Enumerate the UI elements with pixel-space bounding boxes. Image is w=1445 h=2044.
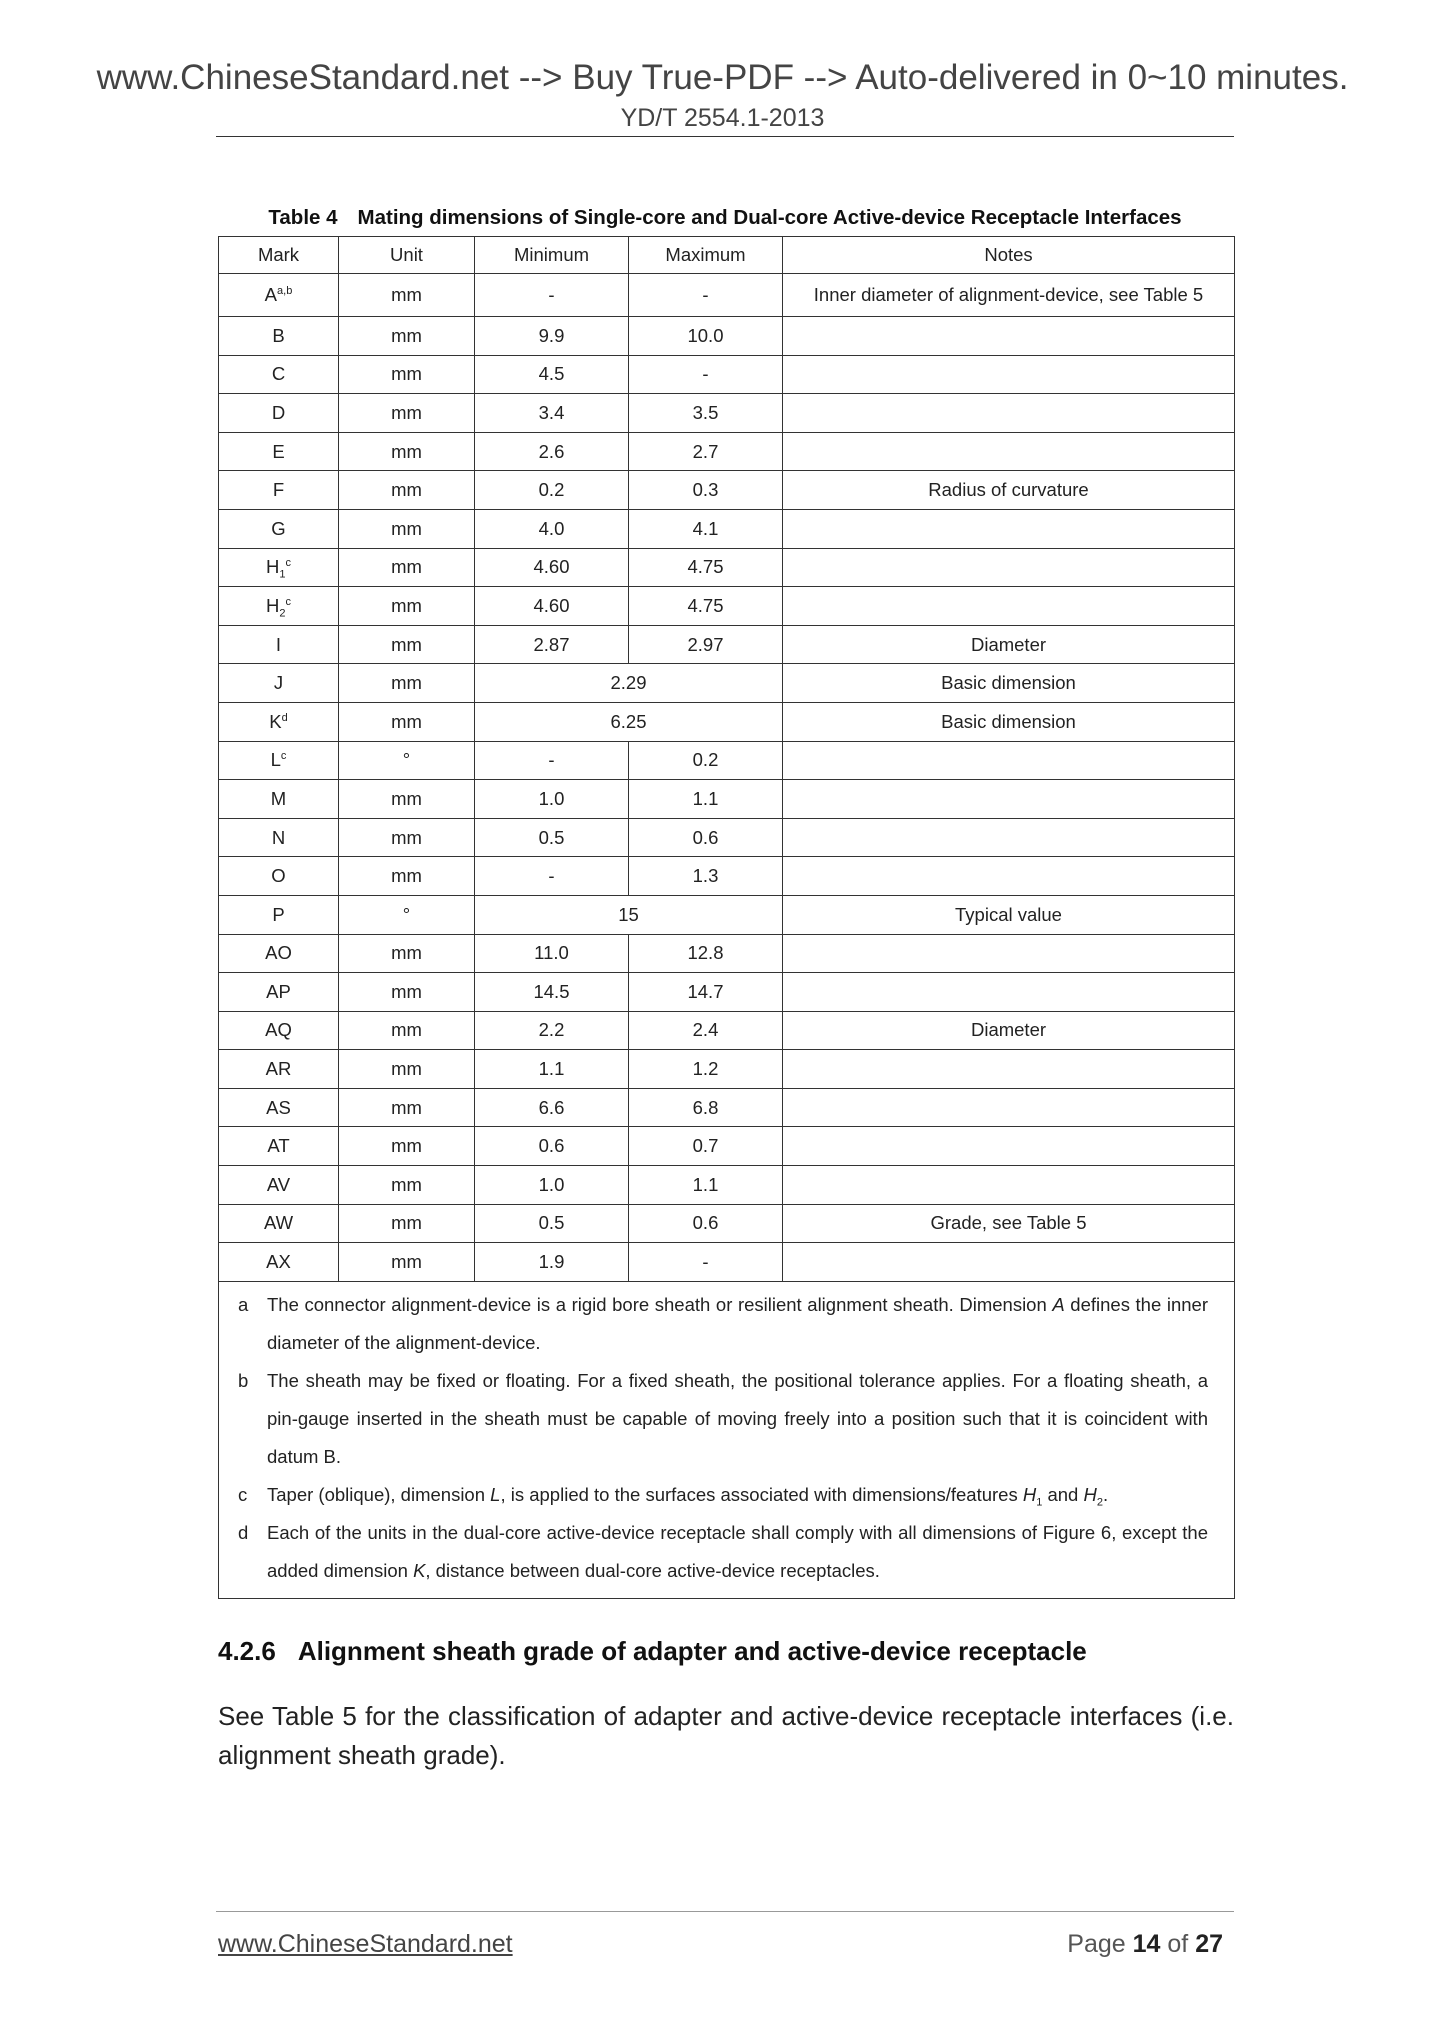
cell-minimum: - [475,741,629,780]
cell-unit: mm [339,1243,475,1282]
cell-maximum: - [629,355,783,394]
cell-notes [783,780,1235,819]
cell-maximum: 14.7 [629,973,783,1012]
cell-mark: B [219,317,339,356]
cell-notes [783,1088,1235,1127]
cell-notes [783,818,1235,857]
cell-notes [783,355,1235,394]
cell-minimum: 6.6 [475,1088,629,1127]
cell-mark: AO [219,934,339,973]
banner-text: www.ChineseStandard.net --> Buy True-PDF --> Auto-delivered in 0~10 minutes. [96,58,1349,97]
table-row [219,664,1235,703]
cell-maximum: 1.1 [629,780,783,819]
cell-maximum: 2.4 [629,1011,783,1050]
cell-maximum: 0.6 [629,818,783,857]
page-current: 14 [1132,1930,1161,1958]
footnote-d: d Each of the units in the dual-core active-device receptacle shall comply with all dimensions of Figure 6, except the added dimension K, distance between dual-core active-device receptacles. [235,1514,1208,1590]
cell-minimum: 1.1 [475,1050,629,1089]
footnote-c: c Taper (oblique), dimension L, is applied to the surfaces associated with dimensions/features $H_1$ and $H_2$. [235,1476,1208,1514]
cell-minimum: 4.5 [475,355,629,394]
section-paragraph: See Table 5 for the classification of adapter and active-device receptacle interfaces (i.e. alignment sheath grade). [218,1701,1234,1770]
table-row [219,857,1235,896]
cell-unit: mm [339,355,475,394]
cell-notes [783,934,1235,973]
cell-notes [783,317,1235,356]
cell-mark: $K^d$ [219,702,339,741]
table-row [219,274,1235,317]
cell-minimum: 11.0 [475,934,629,973]
document-id: YD/T 2554.1-2013 [620,104,825,132]
cell-mark: AV [219,1166,339,1205]
table-body [219,274,1235,1599]
cell-notes [783,509,1235,548]
table-row [219,1243,1235,1282]
cell-notes [783,857,1235,896]
cell-value-merged: 15 [475,895,783,934]
cell-maximum: - [629,274,783,317]
cell-notes [783,432,1235,471]
table-row [219,432,1235,471]
cell-minimum: 3.4 [475,394,629,433]
table-row [219,1204,1235,1243]
cell-notes: Grade, see Table 5 [783,1204,1235,1243]
cell-unit: mm [339,625,475,664]
cell-notes: Inner diameter of alignment-device, see Table 5 [783,274,1235,317]
cell-notes [783,394,1235,433]
col-header-maximum: Maximum [629,237,783,274]
section-number: 4.2.6 [218,1636,276,1666]
cell-maximum: 2.7 [629,432,783,471]
cell-mark: AX [219,1243,339,1282]
cell-unit: mm [339,317,475,356]
cell-unit: mm [339,1050,475,1089]
cell-unit: mm [339,1204,475,1243]
table-row [219,973,1235,1012]
cell-unit: mm [339,274,475,317]
cell-notes: Basic dimension [783,664,1235,703]
cell-mark: $H_2^c$ [219,587,339,626]
footnotes-cell [219,1281,1235,1598]
cell-maximum: 1.2 [629,1050,783,1089]
cell-maximum: 4.1 [629,509,783,548]
cell-mark: C [219,355,339,394]
cell-minimum: 4.60 [475,548,629,587]
cell-maximum: 1.1 [629,1166,783,1205]
cell-unit: mm [339,432,475,471]
footnote-letter: d [238,1521,249,1543]
footnote-b: b The sheath may be fixed or floating. For a fixed sheath, the positional tolerance applies. For a floating sheath, a pin-gauge inserted in the sheath must be capable of moving freely into a position such that it is coincident with datum B. [235,1362,1208,1476]
cell-notes: Basic dimension [783,702,1235,741]
table-row [219,702,1235,741]
cell-maximum: 0.3 [629,471,783,510]
cell-mark: $H_1^c$ [219,548,339,587]
cell-maximum: 1.3 [629,857,783,896]
cell-unit: mm [339,1011,475,1050]
col-header-unit: Unit [339,237,475,274]
cell-maximum: 0.6 [629,1204,783,1243]
cell-mark: AT [219,1127,339,1166]
footnote-letter: a [238,1293,249,1315]
cell-minimum: 1.9 [475,1243,629,1282]
table-row [219,780,1235,819]
cell-unit: ° [339,741,475,780]
cell-minimum: 2.2 [475,1011,629,1050]
cell-value-merged: 2.29 [475,664,783,703]
cell-unit: ° [339,895,475,934]
cell-mark: M [219,780,339,819]
cell-mark: A$^{a,b}$ [219,274,339,317]
cell-minimum: 1.0 [475,780,629,819]
cell-minimum: 9.9 [475,317,629,356]
cell-maximum: 12.8 [629,934,783,973]
cell-mark: AW [219,1204,339,1243]
cell-maximum: 4.75 [629,548,783,587]
cell-maximum: 4.75 [629,587,783,626]
cell-mark: N [219,818,339,857]
col-header-mark: Mark [219,237,339,274]
table-row [219,394,1235,433]
footnotes-row [219,1281,1235,1598]
section-heading [218,1636,1087,1667]
cell-notes: Typical value [783,895,1235,934]
col-header-notes: Notes [783,237,1235,274]
cell-notes: Diameter [783,1011,1235,1050]
cell-unit: mm [339,818,475,857]
cell-unit: mm [339,548,475,587]
cell-notes [783,741,1235,780]
cell-unit: mm [339,702,475,741]
table-row [219,355,1235,394]
table-row [219,818,1235,857]
footnote-letter: b [238,1369,249,1391]
table-caption [216,206,1234,230]
cell-unit: mm [339,1088,475,1127]
cell-notes [783,1127,1235,1166]
cell-minimum: 2.6 [475,432,629,471]
cell-unit: mm [339,857,475,896]
section-title: Alignment sheath grade of adapter and active-device receptacle [297,1636,1087,1666]
table-row [219,1088,1235,1127]
cell-mark: $L^c$ [219,741,339,780]
table-row [219,741,1235,780]
cell-unit: mm [339,973,475,1012]
cell-unit: mm [339,587,475,626]
cell-mark: F [219,471,339,510]
table-row [219,934,1235,973]
page-indicator: Page 14 of 27 [1067,1930,1223,1958]
cell-minimum: 0.2 [475,471,629,510]
cell-maximum: 0.7 [629,1127,783,1166]
table-row [219,509,1235,548]
cell-maximum: 0.2 [629,741,783,780]
cell-unit: mm [339,780,475,819]
cell-maximum: 3.5 [629,394,783,433]
footer-link[interactable]: www.ChineseStandard.net [218,1930,513,1958]
cell-unit: mm [339,934,475,973]
cell-notes [783,1050,1235,1089]
cell-mark: AQ [219,1011,339,1050]
page-total: 27 [1195,1930,1223,1958]
table-row [219,1050,1235,1089]
cell-mark: G [219,509,339,548]
table-caption-number: Table 4 [268,206,338,229]
table-row [219,317,1235,356]
cell-maximum: 2.97 [629,625,783,664]
table-row [219,1011,1235,1050]
cell-mark: I [219,625,339,664]
cell-mark: E [219,432,339,471]
table-header-row [219,237,1235,274]
cell-minimum: 4.0 [475,509,629,548]
cell-mark: AS [219,1088,339,1127]
cell-notes [783,1166,1235,1205]
cell-notes [783,1243,1235,1282]
table-row [219,471,1235,510]
cell-notes: Radius of curvature [783,471,1235,510]
cell-minimum: 0.5 [475,818,629,857]
footer-divider [216,1911,1234,1912]
cell-mark: J [219,664,339,703]
cell-maximum: - [629,1243,783,1282]
cell-mark: D [219,394,339,433]
cell-minimum: - [475,857,629,896]
cell-mark: P [219,895,339,934]
cell-notes [783,548,1235,587]
cell-minimum: 0.6 [475,1127,629,1166]
cell-minimum: 1.0 [475,1166,629,1205]
cell-mark: AP [219,973,339,1012]
cell-minimum: 4.60 [475,587,629,626]
cell-unit: mm [339,394,475,433]
table-row [219,587,1235,626]
cell-mark: O [219,857,339,896]
cell-unit: mm [339,1166,475,1205]
cell-minimum: 0.5 [475,1204,629,1243]
footnote-a: a The connector alignment-device is a rigid bore sheath or resilient alignment sheath. Dimension A defines the inner diameter of the alignment-device. [235,1286,1208,1362]
cell-mark: AR [219,1050,339,1089]
table-row [219,1166,1235,1205]
cell-maximum: 6.8 [629,1088,783,1127]
cell-unit: mm [339,1127,475,1166]
cell-minimum: 2.87 [475,625,629,664]
cell-unit: mm [339,664,475,703]
table-row [219,548,1235,587]
table-caption-title: Mating dimensions of Single-core and Dual-core Active-device Receptacle Interfaces [357,206,1182,229]
cell-notes [783,973,1235,1012]
col-header-minimum: Minimum [475,237,629,274]
cell-unit: mm [339,471,475,510]
table-row [219,895,1235,934]
cell-minimum: 14.5 [475,973,629,1012]
footnote-letter: c [238,1483,248,1505]
cell-maximum: 10.0 [629,317,783,356]
cell-notes: Diameter [783,625,1235,664]
table-row [219,625,1235,664]
cell-minimum: - [475,274,629,317]
cell-value-merged: 6.25 [475,702,783,741]
cell-unit: mm [339,509,475,548]
cell-notes [783,587,1235,626]
table-row [219,1127,1235,1166]
header-divider [216,136,1234,137]
dimensions-table [218,236,1235,1599]
